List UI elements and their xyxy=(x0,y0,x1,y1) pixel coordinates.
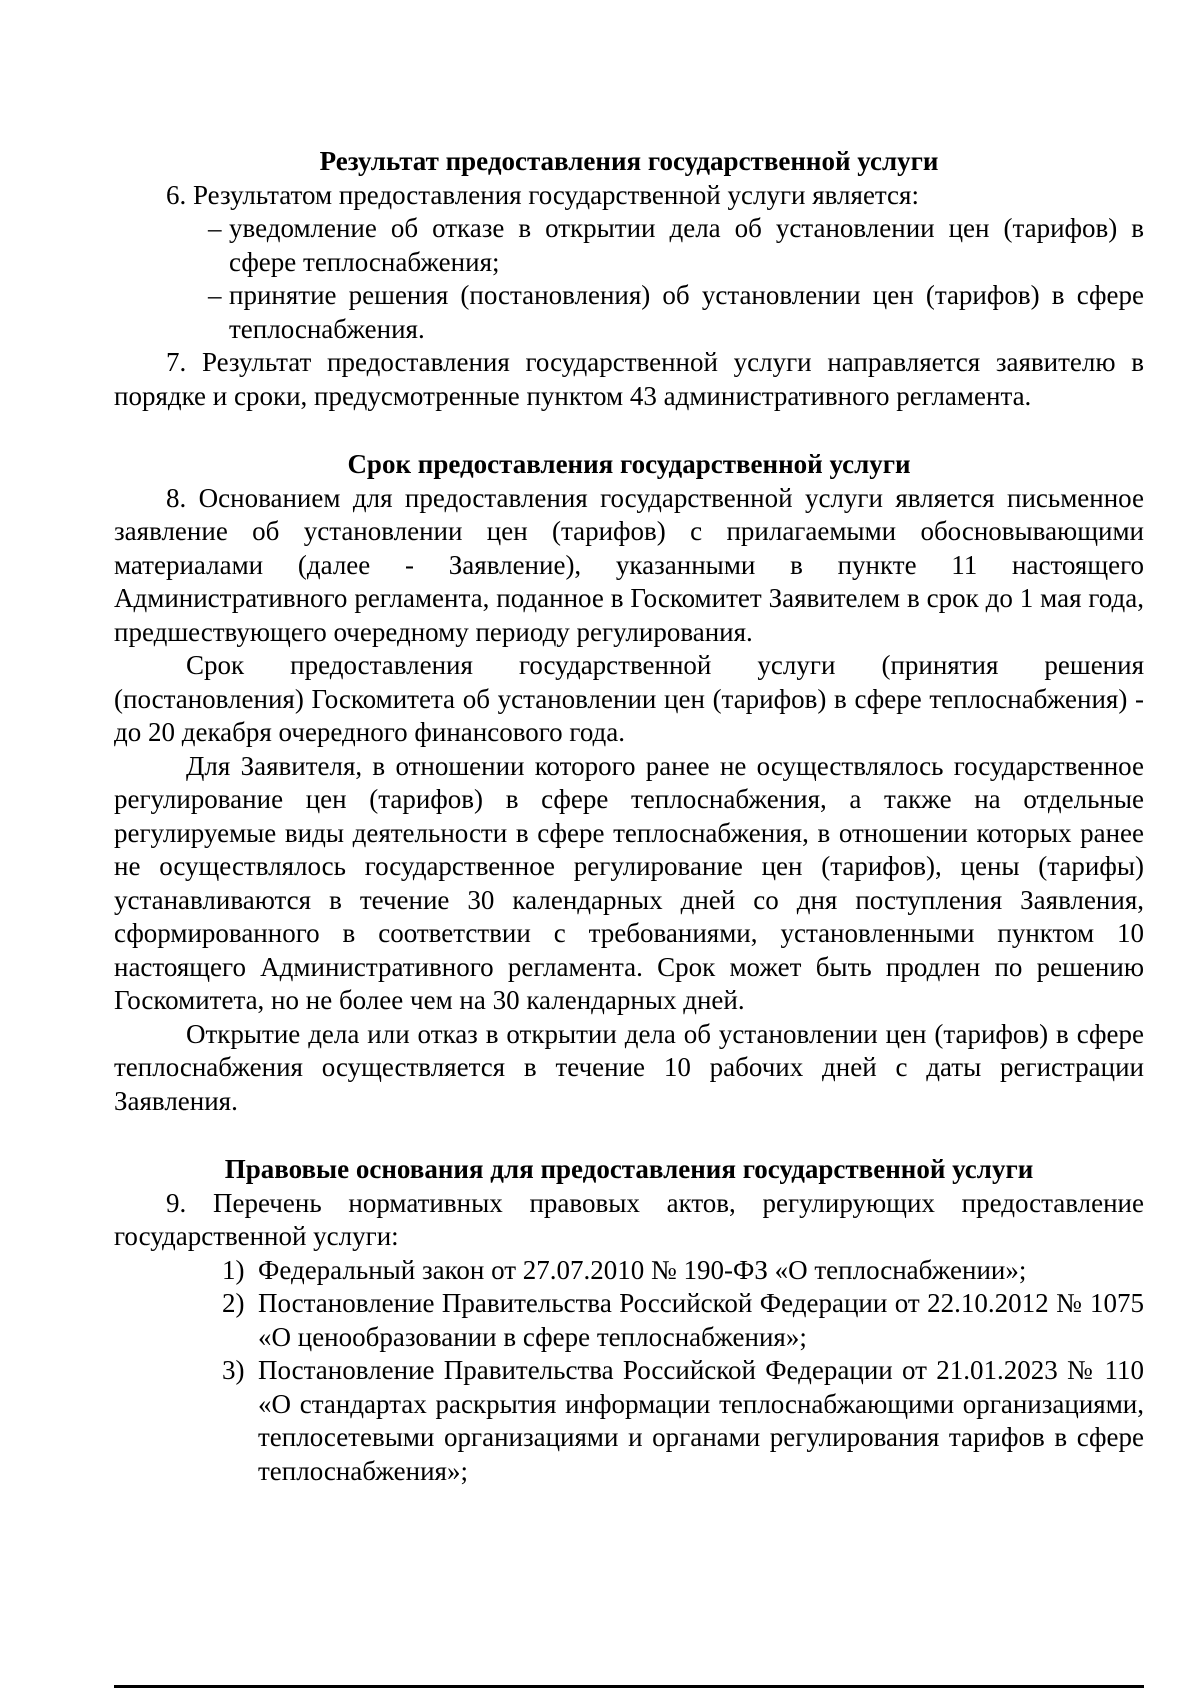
paragraph-case-opening: Открытие дела или отказ в открытии дела об установлении цен (тарифов) в сфере теплоснабжения осуществляется в течение 10 рабочих дней с даты регистрации Заявления. xyxy=(114,1018,1144,1116)
list-item xyxy=(114,279,1144,346)
section-title-term: Срок предоставления государственной услуги xyxy=(347,449,911,479)
footer-divider xyxy=(114,1685,1144,1688)
list-item xyxy=(114,1287,1144,1354)
section-title-legal-basis: Правовые основания для предоставления государственной услуги xyxy=(224,1154,1034,1184)
list-number: 2) xyxy=(222,1288,245,1318)
paragraph-6: 6. Результатом предоставления государственной услуги является: xyxy=(166,179,919,210)
page-content xyxy=(114,145,1144,1488)
list-number: 3) xyxy=(222,1355,245,1385)
section-title-result: Результат предоставления государственной услуги xyxy=(319,146,939,176)
list-text: Федеральный закон от 27.07.2010 № 190-ФЗ «О теплоснабжении»; xyxy=(258,1254,1027,1285)
bullet-text: принятие решения (постановления) об установлении цен (тарифов) в сфере теплоснабжения. xyxy=(229,280,1144,344)
list-number: 1) xyxy=(222,1254,245,1285)
dash-marker: – xyxy=(208,280,222,310)
list-text: Постановление Правительства Российской Федерации от 21.01.2023 № 110 «О стандартах раскрытия информации теплоснабжающими организациями, теплосетевыми организациями и органами регулирования тарифов в сфере теплоснабжения»; xyxy=(258,1355,1144,1486)
list-text: Постановление Правительства Российской Федерации от 22.10.2012 № 1075 «О ценообразовании в сфере теплоснабжения»; xyxy=(258,1288,1144,1352)
paragraph-term: Срок предоставления государственной услуги (принятия решения (постановления) Госкомитета об установлении цен (тарифов) в сфере теплоснабжения) - до 20 декабря очередного финансового года. xyxy=(114,650,1144,747)
list-item xyxy=(114,1254,1144,1288)
dash-marker: – xyxy=(208,213,222,243)
list-item xyxy=(114,212,1144,279)
bullet-text: уведомление об отказе в открытии дела об установлении цен (тарифов) в сфере теплоснабжения; xyxy=(229,213,1144,277)
list-item xyxy=(114,1354,1144,1488)
paragraph-new-applicant: Для Заявителя, в отношении которого ранее не осуществлялось государственное регулирование цен (тарифов) в сфере теплоснабжения, а также на отдельные регулируемые виды деятельности в сфере теплоснабжения, в отношении которых ранее не осуществлялось государственное регулирование цен (тарифов), цены (тарифы) устанавливаются в течение 30 календарных дней со дня поступления Заявления, сформированного в соответствии с требованиями, установленными пунктом 10 настоящего Административного регламента. Срок может быть продлен по решению Госкомитета, но не более чем на 30 календарных дней. xyxy=(114,750,1144,1015)
paragraph-8: 8. Основанием для предоставления государственной услуги является письменное заявление об установлении цен (тарифов) с прилагаемыми обосновывающими материалами (далее - Заявление), указанными в пункте 11 настоящего Административного регламента, поданное в Госкомитет Заявителем в срок до 1 мая года, предшествующего очередному периоду регулирования. xyxy=(114,482,1144,647)
paragraph-7: 7. Результат предоставления государственной услуги направляется заявителю в порядке и сроки, предусмотренные пунктом 43 административного регламента. xyxy=(114,347,1144,411)
paragraph-9: 9. Перечень нормативных правовых актов, регулирующих предоставление государственной услуги: xyxy=(114,1187,1144,1251)
